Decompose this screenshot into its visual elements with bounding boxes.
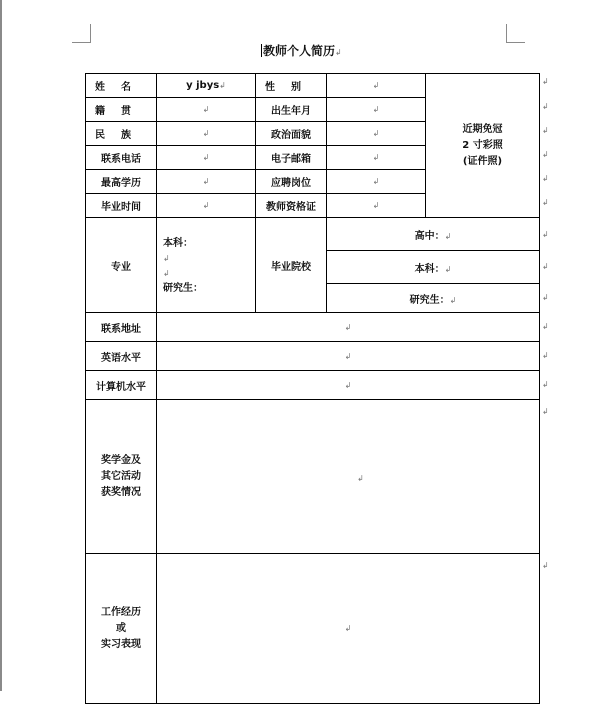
- label-name: 姓名: [86, 74, 157, 98]
- row-end-mark-9: ↲: [542, 293, 549, 302]
- label-native-place: 籍贯: [86, 98, 157, 122]
- value-english[interactable]: ↲: [157, 342, 540, 371]
- value-education[interactable]: ↲: [157, 170, 256, 194]
- page-left-edge: [0, 0, 2, 691]
- label-email: 电子邮箱: [256, 146, 327, 170]
- label-address: 联系地址: [86, 313, 157, 342]
- label-certificate: 教师资格证: [256, 194, 327, 218]
- label-education: 最高学历: [86, 170, 157, 194]
- value-certificate[interactable]: ↲: [327, 194, 426, 218]
- label-computer: 计算机水平: [86, 371, 157, 400]
- major-undergrad: 本科：: [163, 238, 193, 249]
- value-work[interactable]: ↲: [157, 554, 540, 704]
- row-end-mark-4: ↲: [542, 150, 549, 159]
- row-english: [86, 342, 540, 371]
- text-cursor: [261, 44, 262, 57]
- resume-table: [85, 73, 540, 704]
- label-ethnicity: 民族: [86, 122, 157, 146]
- label-english: 英语水平: [86, 342, 157, 371]
- document-title[interactable]: [261, 42, 342, 59]
- row-end-mark-3: ↲: [542, 126, 549, 135]
- label-major: 专业: [86, 218, 157, 313]
- row-end-mark-7: ↲: [542, 230, 549, 239]
- photo-note-line-3: (证件照): [462, 155, 503, 167]
- value-gender[interactable]: ↲: [327, 74, 426, 98]
- paragraph-mark-icon: ↲: [335, 48, 342, 57]
- value-computer[interactable]: ↲: [157, 371, 540, 400]
- label-position: 应聘岗位: [256, 170, 327, 194]
- school-undergrad[interactable]: 本科：↲: [327, 251, 540, 284]
- label-gender: 性别: [256, 74, 327, 98]
- major-blank-2: ↲: [163, 269, 170, 278]
- value-phone[interactable]: ↲: [157, 146, 256, 170]
- value-email[interactable]: ↲: [327, 146, 426, 170]
- row-end-mark-12: ↲: [542, 380, 549, 389]
- row-end-mark-13: ↲: [542, 407, 549, 416]
- row-major-school-1: [86, 218, 540, 251]
- row-end-mark-11: ↲: [542, 351, 549, 360]
- row-end-mark-2: ↲: [542, 102, 549, 111]
- value-awards[interactable]: ↲: [157, 400, 540, 554]
- photo-cell[interactable]: [426, 74, 540, 218]
- major-cell[interactable]: [157, 218, 256, 313]
- label-birth: 出生年月: [256, 98, 327, 122]
- row-end-mark-10: ↲: [542, 322, 549, 331]
- row-end-mark-8: ↲: [542, 262, 549, 271]
- school-grad[interactable]: 研究生：↲: [327, 284, 540, 313]
- title-text: 教师个人简历: [263, 44, 336, 58]
- school-high[interactable]: 高中：↲: [327, 218, 540, 251]
- label-grad-time: 毕业时间: [86, 194, 157, 218]
- label-phone: 联系电话: [86, 146, 157, 170]
- value-birth[interactable]: ↲: [327, 98, 426, 122]
- major-blank-1: ↲: [163, 254, 170, 263]
- value-position[interactable]: ↲: [327, 170, 426, 194]
- row-end-mark-5: ↲: [542, 174, 549, 183]
- value-name[interactable]: y jbys↲: [157, 74, 256, 98]
- value-political[interactable]: ↲: [327, 122, 426, 146]
- label-school: 毕业院校: [256, 218, 327, 313]
- value-address[interactable]: ↲: [157, 313, 540, 342]
- crop-mark-top-right: [506, 24, 525, 43]
- value-grad-time[interactable]: ↲: [157, 194, 256, 218]
- row-end-mark-6: ↲: [542, 198, 549, 207]
- row-work: [86, 554, 540, 704]
- major-grad: 研究生：: [163, 283, 203, 294]
- row-address: [86, 313, 540, 342]
- photo-note-line-1: 近期免冠: [462, 123, 503, 135]
- row-awards: [86, 400, 540, 554]
- row-end-mark-1: ↲: [542, 77, 549, 86]
- value-ethnicity[interactable]: ↲: [157, 122, 256, 146]
- label-awards: 奖学金及 其它活动 获奖情况: [86, 400, 157, 554]
- row-computer: [86, 371, 540, 400]
- label-work: 工作经历 或 实习表现: [86, 554, 157, 704]
- value-native-place[interactable]: ↲: [157, 98, 256, 122]
- label-political: 政治面貌: [256, 122, 327, 146]
- photo-note-line-2: 2 寸彩照: [462, 139, 503, 151]
- row-end-mark-14: ↲: [542, 561, 549, 570]
- row-name: [86, 74, 540, 98]
- crop-mark-top-left: [72, 24, 91, 43]
